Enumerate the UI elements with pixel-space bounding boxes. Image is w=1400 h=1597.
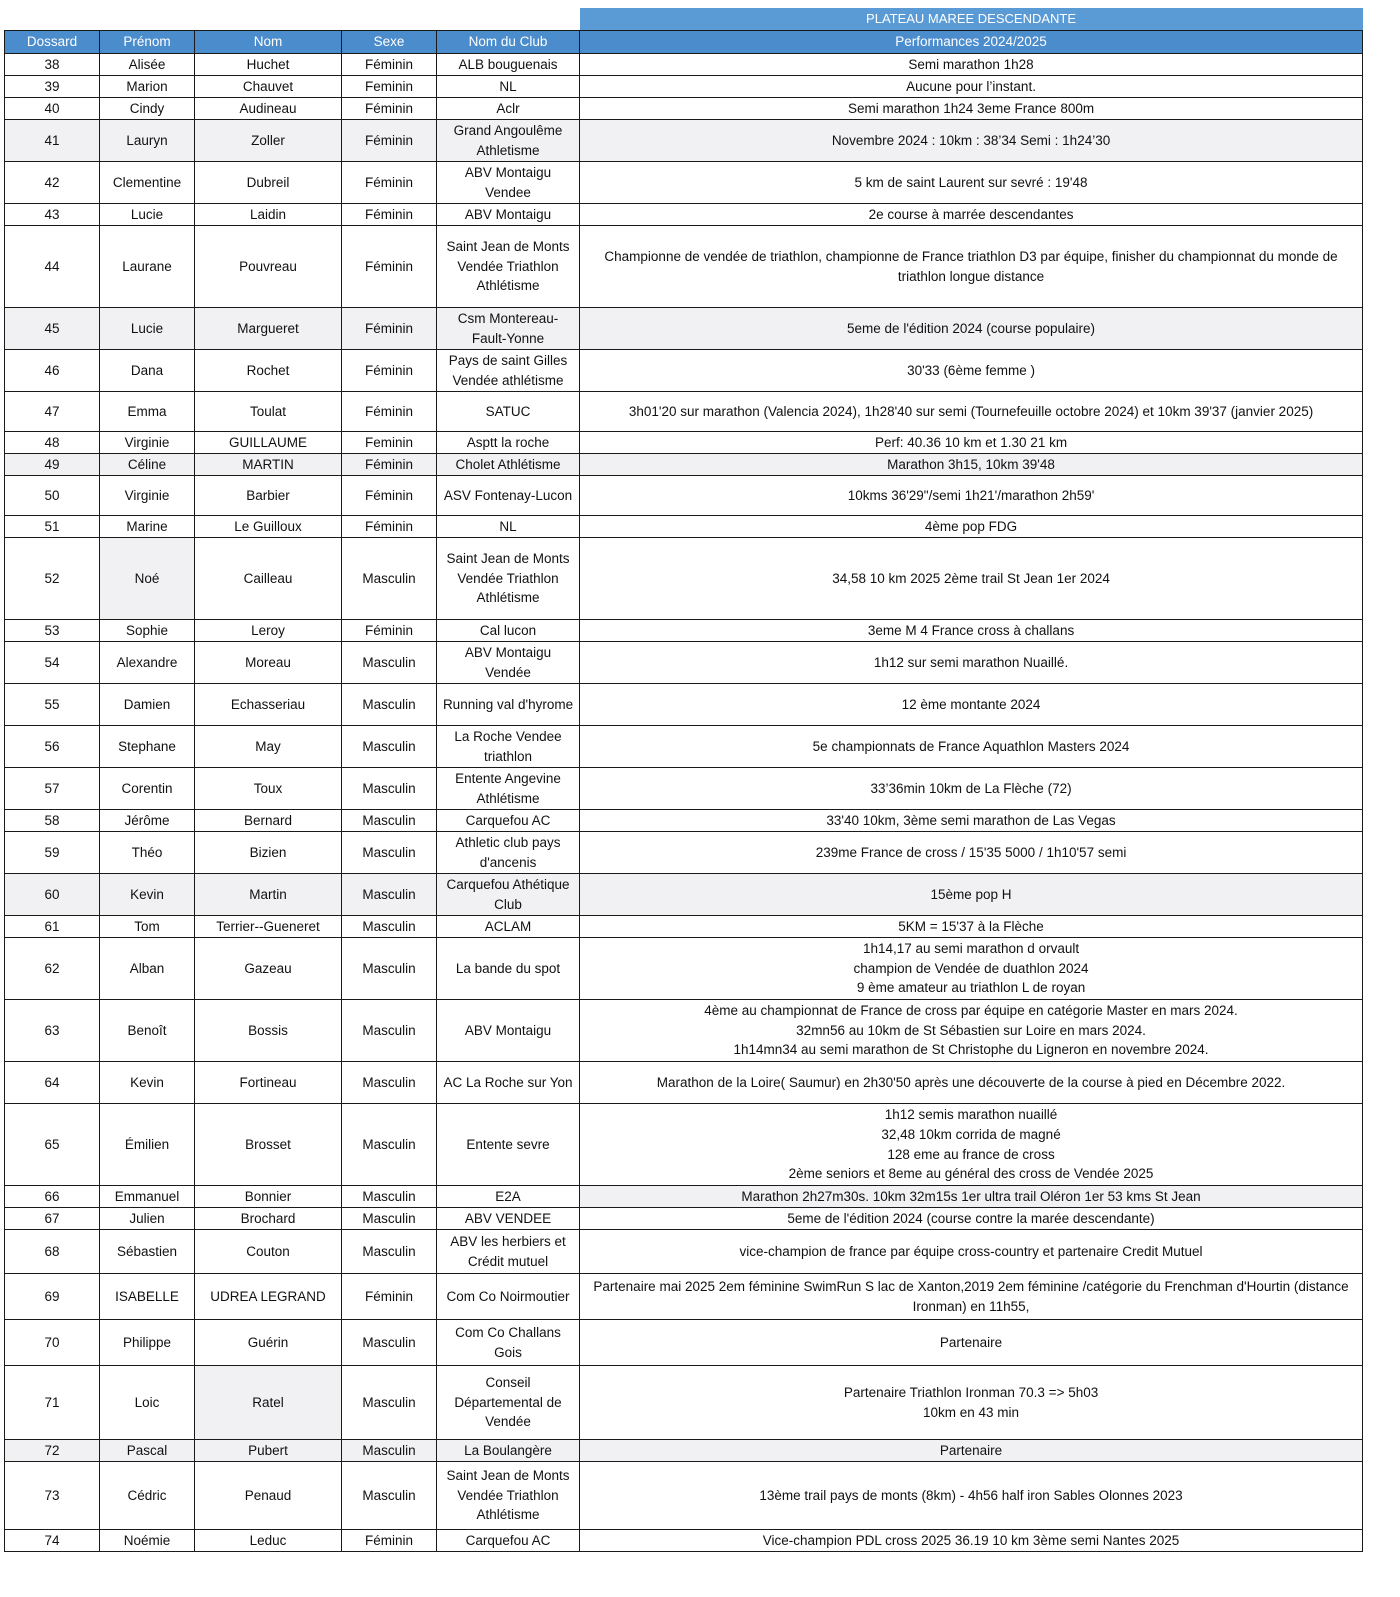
cell-club[interactable]: Csm Montereau-Fault-Yonne	[437, 308, 580, 350]
cell-dossard[interactable]: 48	[5, 432, 100, 454]
cell-nom[interactable]: Laidin	[195, 204, 342, 226]
cell-performance[interactable]: 33’36min 10km de La Flèche (72)	[580, 768, 1363, 810]
cell-dossard[interactable]: 38	[5, 54, 100, 76]
cell-sexe[interactable]: Féminin	[342, 98, 437, 120]
cell-sexe[interactable]: Masculin	[342, 642, 437, 684]
cell-club[interactable]: ALB bouguenais	[437, 54, 580, 76]
table-row	[5, 454, 1363, 476]
cell-dossard[interactable]: 58	[5, 810, 100, 832]
cell-performance[interactable]: Marathon 2h27m30s. 10km 32m15s 1er ultra trail Oléron 1er 53 kms St Jean	[580, 1186, 1363, 1208]
cell-sexe[interactable]: Féminin	[342, 516, 437, 538]
table-row	[5, 1186, 1363, 1208]
cell-sexe[interactable]: Féminin	[342, 350, 437, 392]
table-row	[5, 1104, 1363, 1186]
cell-dossard[interactable]: 45	[5, 308, 100, 350]
cell-prenom[interactable]: Alexandre	[100, 642, 195, 684]
cell-club[interactable]: NL	[437, 516, 580, 538]
cell-club[interactable]: ABV Montaigu Vendée	[437, 642, 580, 684]
table-row	[5, 76, 1363, 98]
cell-prenom[interactable]: Lucie	[100, 204, 195, 226]
cell-performance[interactable]: 10kms 36'29"/semi 1h21'/marathon 2h59'	[580, 476, 1363, 516]
cell-dossard[interactable]: 55	[5, 684, 100, 726]
table-row	[5, 476, 1363, 516]
cell-performance[interactable]: Partenaire Triathlon Ironman 70.3 => 5h03 10km en 43 min	[580, 1366, 1363, 1440]
cell-performance[interactable]: 1h14,17 au semi marathon d orvault champion de Vendée de duathlon 2024 9 ème amateur au triathlon L de royan	[580, 938, 1363, 1000]
cell-sexe[interactable]: Masculin	[342, 916, 437, 938]
cell-nom[interactable]: Margueret	[195, 308, 342, 350]
cell-performance[interactable]: 1h12 semis marathon nuaillé 32,48 10km corrida de magné 128 eme au france de cross 2ème seniors et 8eme au général des cross de Vendée 2025	[580, 1104, 1363, 1186]
cell-club[interactable]: Saint Jean de Monts Vendée Triathlon Athlétisme	[437, 226, 580, 308]
cell-prenom[interactable]: Loic	[100, 1366, 195, 1440]
cell-nom[interactable]: Bossis	[195, 1000, 342, 1062]
cell-dossard[interactable]: 60	[5, 874, 100, 916]
cell-prenom[interactable]: Dana	[100, 350, 195, 392]
table-row	[5, 1440, 1363, 1462]
cell-club[interactable]: La bande du spot	[437, 938, 580, 1000]
cell-nom[interactable]: Moreau	[195, 642, 342, 684]
cell-dossard[interactable]: 69	[5, 1274, 100, 1320]
cell-prenom[interactable]: Virginie	[100, 476, 195, 516]
cell-club[interactable]: Conseil Départemental de Vendée	[437, 1366, 580, 1440]
cell-dossard[interactable]: 39	[5, 76, 100, 98]
cell-club[interactable]: ABV les herbiers et Crédit mutuel	[437, 1230, 580, 1274]
cell-sexe[interactable]: Masculin	[342, 810, 437, 832]
cell-club[interactable]: ABV Montaigu	[437, 204, 580, 226]
header-club[interactable]: Nom du Club	[437, 31, 580, 54]
cell-performance[interactable]: Marathon 3h15, 10km 39'48	[580, 454, 1363, 476]
cell-performance[interactable]: Partenaire	[580, 1440, 1363, 1462]
cell-dossard[interactable]: 42	[5, 162, 100, 204]
cell-dossard[interactable]: 72	[5, 1440, 100, 1462]
table-row	[5, 54, 1363, 76]
cell-sexe[interactable]: Féminin	[342, 120, 437, 162]
cell-sexe[interactable]: Féminin	[342, 226, 437, 308]
cell-sexe[interactable]: Feminin	[342, 432, 437, 454]
cell-dossard[interactable]: 43	[5, 204, 100, 226]
cell-nom[interactable]: Penaud	[195, 1462, 342, 1530]
cell-sexe[interactable]: Masculin	[342, 684, 437, 726]
cell-performance[interactable]: 2e course à marrée descendantes	[580, 204, 1363, 226]
cell-club[interactable]: ACLAM	[437, 916, 580, 938]
cell-prenom[interactable]: Cindy	[100, 98, 195, 120]
cell-prenom[interactable]: Damien	[100, 684, 195, 726]
cell-nom[interactable]: Brochard	[195, 1208, 342, 1230]
cell-sexe[interactable]: Féminin	[342, 1530, 437, 1552]
cell-nom[interactable]: Echasseriau	[195, 684, 342, 726]
table-row	[5, 1000, 1363, 1062]
cell-performance[interactable]: 5eme de l'édition 2024 (course contre la marée descendante)	[580, 1208, 1363, 1230]
cell-nom[interactable]: Couton	[195, 1230, 342, 1274]
table-row	[5, 162, 1363, 204]
cell-nom[interactable]: Leduc	[195, 1530, 342, 1552]
cell-prenom[interactable]: Benoît	[100, 1000, 195, 1062]
cell-performance[interactable]: 3eme M 4 France cross à challans	[580, 620, 1363, 642]
cell-dossard[interactable]: 62	[5, 938, 100, 1000]
cell-dossard[interactable]: 59	[5, 832, 100, 874]
cell-sexe[interactable]: Féminin	[342, 54, 437, 76]
cell-performance[interactable]: 4ème pop FDG	[580, 516, 1363, 538]
cell-sexe[interactable]: Masculin	[342, 1440, 437, 1462]
cell-nom[interactable]: Le Guilloux	[195, 516, 342, 538]
cell-sexe[interactable]: Féminin	[342, 620, 437, 642]
cell-club[interactable]: SATUC	[437, 392, 580, 432]
header-performances[interactable]: Performances 2024/2025	[580, 31, 1363, 54]
cell-sexe[interactable]: Masculin	[342, 1186, 437, 1208]
table-row	[5, 1366, 1363, 1440]
cell-dossard[interactable]: 65	[5, 1104, 100, 1186]
cell-performance[interactable]: 15ème pop H	[580, 874, 1363, 916]
cell-prenom[interactable]: Marine	[100, 516, 195, 538]
table-row	[5, 350, 1363, 392]
cell-club[interactable]: Aclr	[437, 98, 580, 120]
cell-dossard[interactable]: 44	[5, 226, 100, 308]
cell-club[interactable]: ABV Montaigu Vendee	[437, 162, 580, 204]
spreadsheet	[4, 8, 1363, 1552]
cell-sexe[interactable]: Masculin	[342, 768, 437, 810]
cell-nom[interactable]: Fortineau	[195, 1062, 342, 1104]
cell-prenom[interactable]: Alban	[100, 938, 195, 1000]
cell-prenom[interactable]: Emma	[100, 392, 195, 432]
cell-prenom[interactable]: Philippe	[100, 1320, 195, 1366]
cell-nom[interactable]: Audineau	[195, 98, 342, 120]
cell-club[interactable]: AC La Roche sur Yon	[437, 1062, 580, 1104]
table-row	[5, 516, 1363, 538]
table-row	[5, 874, 1363, 916]
table-row	[5, 226, 1363, 308]
cell-performance[interactable]: Semi marathon 1h24 3eme France 800m	[580, 98, 1363, 120]
cell-dossard[interactable]: 52	[5, 538, 100, 620]
cell-sexe[interactable]: Masculin	[342, 1062, 437, 1104]
cell-sexe[interactable]: Masculin	[342, 1104, 437, 1186]
cell-nom[interactable]: Cailleau	[195, 538, 342, 620]
table-body	[5, 54, 1363, 1552]
cell-dossard[interactable]: 56	[5, 726, 100, 768]
table-row	[5, 684, 1363, 726]
cell-performance[interactable]: 5 km de saint Laurent sur sevré : 19'48	[580, 162, 1363, 204]
cell-sexe[interactable]: Féminin	[342, 476, 437, 516]
table-row	[5, 98, 1363, 120]
cell-prenom[interactable]: Emmanuel	[100, 1186, 195, 1208]
header-nom[interactable]: Nom	[195, 31, 342, 54]
cell-prenom[interactable]: Tom	[100, 916, 195, 938]
table-row	[5, 938, 1363, 1000]
title-row	[5, 8, 1363, 31]
table-row	[5, 538, 1363, 620]
cell-club[interactable]: Running val d'hyrome	[437, 684, 580, 726]
cell-nom[interactable]: Pubert	[195, 1440, 342, 1462]
cell-prenom[interactable]: Noé	[100, 538, 195, 620]
cell-sexe[interactable]: Feminin	[342, 76, 437, 98]
cell-club[interactable]: NL	[437, 76, 580, 98]
cell-club[interactable]: Saint Jean de Monts Vendée Triathlon Athlétisme	[437, 1462, 580, 1530]
cell-dossard[interactable]: 51	[5, 516, 100, 538]
cell-club[interactable]: Athletic club pays d'ancenis	[437, 832, 580, 874]
cell-dossard[interactable]: 47	[5, 392, 100, 432]
cell-sexe[interactable]: Féminin	[342, 454, 437, 476]
cell-dossard[interactable]: 54	[5, 642, 100, 684]
cell-prenom[interactable]: Alisée	[100, 54, 195, 76]
cell-prenom[interactable]: Kevin	[100, 1062, 195, 1104]
cell-performance[interactable]: 1h12 sur semi marathon Nuaillé.	[580, 642, 1363, 684]
cell-nom[interactable]: May	[195, 726, 342, 768]
cell-sexe[interactable]: Masculin	[342, 1208, 437, 1230]
cell-performance[interactable]: Partenaire	[580, 1320, 1363, 1366]
cell-nom[interactable]: Gazeau	[195, 938, 342, 1000]
cell-prenom[interactable]: Laurane	[100, 226, 195, 308]
cell-nom[interactable]: Brosset	[195, 1104, 342, 1186]
cell-club[interactable]: ABV VENDEE	[437, 1208, 580, 1230]
cell-dossard[interactable]: 64	[5, 1062, 100, 1104]
cell-club[interactable]: Entente sevre	[437, 1104, 580, 1186]
cell-club[interactable]: La Boulangère	[437, 1440, 580, 1462]
cell-dossard[interactable]: 71	[5, 1366, 100, 1440]
cell-performance[interactable]: 3h01'20 sur marathon (Valencia 2024), 1h28'40 sur semi (Tournefeuille octobre 2024) et 10km 39'37 (janvier 2025)	[580, 392, 1363, 432]
cell-nom[interactable]: Leroy	[195, 620, 342, 642]
cell-prenom[interactable]: Noémie	[100, 1530, 195, 1552]
cell-prenom[interactable]: Pascal	[100, 1440, 195, 1462]
cell-performance[interactable]: 4ème au championnat de France de cross par équipe en catégorie Master en mars 2024. 32mn56 au 10km de St Sébastien sur Loire en mars 2024. 1h14mn34 au semi marathon de St Christophe du Ligneron en novembre 2024.	[580, 1000, 1363, 1062]
cell-prenom[interactable]: Théo	[100, 832, 195, 874]
cell-prenom[interactable]: Sébastien	[100, 1230, 195, 1274]
table-row	[5, 768, 1363, 810]
cell-club[interactable]: Carquefou Athétique Club	[437, 874, 580, 916]
table-row	[5, 916, 1363, 938]
cell-performance[interactable]: 12 ème montante 2024	[580, 684, 1363, 726]
cell-club[interactable]: E2A	[437, 1186, 580, 1208]
table-row	[5, 308, 1363, 350]
cell-sexe[interactable]: Féminin	[342, 392, 437, 432]
cell-prenom[interactable]: Stephane	[100, 726, 195, 768]
cell-sexe[interactable]: Masculin	[342, 538, 437, 620]
table-row	[5, 1462, 1363, 1530]
cell-dossard[interactable]: 67	[5, 1208, 100, 1230]
cell-sexe[interactable]: Féminin	[342, 204, 437, 226]
cell-prenom[interactable]: Virginie	[100, 432, 195, 454]
cell-performance[interactable]: Vice-champion PDL cross 2025 36.19 10 km 3ème semi Nantes 2025	[580, 1530, 1363, 1552]
cell-nom[interactable]: Rochet	[195, 350, 342, 392]
cell-performance[interactable]: Perf: 40.36 10 km et 1.30 21 km	[580, 432, 1363, 454]
table-row	[5, 204, 1363, 226]
cell-club[interactable]: Asptt la roche	[437, 432, 580, 454]
cell-prenom[interactable]: Lucie	[100, 308, 195, 350]
cell-prenom[interactable]: Lauryn	[100, 120, 195, 162]
cell-dossard[interactable]: 73	[5, 1462, 100, 1530]
cell-dossard[interactable]: 40	[5, 98, 100, 120]
cell-sexe[interactable]: Masculin	[342, 874, 437, 916]
cell-performance[interactable]: vice-champion de france par équipe cross-country et partenaire Credit Mutuel	[580, 1230, 1363, 1274]
table-row	[5, 810, 1363, 832]
table-row	[5, 832, 1363, 874]
cell-prenom[interactable]: Marion	[100, 76, 195, 98]
cell-dossard[interactable]: 66	[5, 1186, 100, 1208]
cell-sexe[interactable]: Masculin	[342, 1230, 437, 1274]
cell-sexe[interactable]: Masculin	[342, 1462, 437, 1530]
cell-club[interactable]: Carquefou AC	[437, 1530, 580, 1552]
cell-nom[interactable]: Barbier	[195, 476, 342, 516]
cell-prenom[interactable]: Cédric	[100, 1462, 195, 1530]
cell-sexe[interactable]: Féminin	[342, 1274, 437, 1320]
cell-performance[interactable]: 13ème trail pays de monts (8km) - 4h56 half iron Sables Olonnes 2023	[580, 1462, 1363, 1530]
cell-nom[interactable]: Pouvreau	[195, 226, 342, 308]
cell-sexe[interactable]: Masculin	[342, 1000, 437, 1062]
cell-prenom[interactable]: Émilien	[100, 1104, 195, 1186]
cell-performance[interactable]: Novembre 2024 : 10km : 38’34 Semi : 1h24’30	[580, 120, 1363, 162]
header-row	[5, 31, 1363, 54]
table-row	[5, 392, 1363, 432]
cell-sexe[interactable]: Masculin	[342, 1320, 437, 1366]
cell-performance[interactable]: Partenaire mai 2025 2em féminine SwimRun S lac de Xanton,2019 2em féminine /catégorie du Frenchman d'Hourtin (distance Ironman) en 11h55,	[580, 1274, 1363, 1320]
cell-prenom[interactable]: Corentin	[100, 768, 195, 810]
cell-dossard[interactable]: 74	[5, 1530, 100, 1552]
table-row	[5, 432, 1363, 454]
cell-dossard[interactable]: 49	[5, 454, 100, 476]
cell-dossard[interactable]: 46	[5, 350, 100, 392]
table-row	[5, 1320, 1363, 1366]
header-prenom[interactable]: Prénom	[100, 31, 195, 54]
cell-club[interactable]: ASV Fontenay-Lucon	[437, 476, 580, 516]
cell-sexe[interactable]: Masculin	[342, 938, 437, 1000]
cell-dossard[interactable]: 70	[5, 1320, 100, 1366]
cell-prenom[interactable]: Julien	[100, 1208, 195, 1230]
cell-prenom[interactable]: ISABELLE	[100, 1274, 195, 1320]
cell-sexe[interactable]: Masculin	[342, 726, 437, 768]
cell-dossard[interactable]: 68	[5, 1230, 100, 1274]
cell-performance[interactable]: Aucune pour l’instant.	[580, 76, 1363, 98]
cell-nom[interactable]: Bizien	[195, 832, 342, 874]
cell-performance[interactable]: 239me France de cross / 15'35 5000 / 1h10'57 semi	[580, 832, 1363, 874]
cell-club[interactable]: La Roche Vendee triathlon	[437, 726, 580, 768]
cell-club[interactable]: Cholet Athlétisme	[437, 454, 580, 476]
cell-dossard[interactable]: 53	[5, 620, 100, 642]
participants-table	[4, 8, 1363, 1552]
cell-performance[interactable]: 30'33 (6ème femme )	[580, 350, 1363, 392]
header-sexe[interactable]: Sexe	[342, 31, 437, 54]
cell-nom[interactable]: UDREA LEGRAND	[195, 1274, 342, 1320]
cell-sexe[interactable]: Féminin	[342, 308, 437, 350]
cell-dossard[interactable]: 57	[5, 768, 100, 810]
table-row	[5, 1530, 1363, 1552]
cell-nom[interactable]: Toux	[195, 768, 342, 810]
cell-nom[interactable]: Guérin	[195, 1320, 342, 1366]
cell-nom[interactable]: GUILLAUME	[195, 432, 342, 454]
cell-prenom[interactable]: Jérôme	[100, 810, 195, 832]
cell-club[interactable]: Carquefou AC	[437, 810, 580, 832]
cell-dossard[interactable]: 63	[5, 1000, 100, 1062]
cell-dossard[interactable]: 61	[5, 916, 100, 938]
cell-club[interactable]: ABV Montaigu	[437, 1000, 580, 1062]
cell-performance[interactable]: Semi marathon 1h28	[580, 54, 1363, 76]
cell-prenom[interactable]: Céline	[100, 454, 195, 476]
cell-performance[interactable]: Championne de vendée de triathlon, championne de France triathlon D3 par équipe, finisher du championnat du monde de triathlon longue distance	[580, 226, 1363, 308]
cell-prenom[interactable]: Kevin	[100, 874, 195, 916]
cell-nom[interactable]: Chauvet	[195, 76, 342, 98]
cell-nom[interactable]: Bernard	[195, 810, 342, 832]
cell-prenom[interactable]: Clementine	[100, 162, 195, 204]
cell-performance[interactable]: 5eme de l'édition 2024 (course populaire)	[580, 308, 1363, 350]
cell-nom[interactable]: Terrier--Gueneret	[195, 916, 342, 938]
cell-club[interactable]: Saint Jean de Monts Vendée Triathlon Athlétisme	[437, 538, 580, 620]
cell-sexe[interactable]: Féminin	[342, 162, 437, 204]
header-dossard[interactable]: Dossard	[5, 31, 100, 54]
cell-performance[interactable]: 5KM = 15'37 à la Flèche	[580, 916, 1363, 938]
cell-nom[interactable]: Huchet	[195, 54, 342, 76]
cell-nom[interactable]: Dubreil	[195, 162, 342, 204]
table-row	[5, 1230, 1363, 1274]
cell-club[interactable]: Cal lucon	[437, 620, 580, 642]
table-row	[5, 1274, 1363, 1320]
cell-dossard[interactable]: 50	[5, 476, 100, 516]
table-row	[5, 120, 1363, 162]
cell-club[interactable]: Grand Angoulême Athletisme	[437, 120, 580, 162]
table-row	[5, 620, 1363, 642]
cell-club[interactable]: Com Co Challans Gois	[437, 1320, 580, 1366]
cell-sexe[interactable]: Masculin	[342, 1366, 437, 1440]
cell-club[interactable]: Com Co Noirmoutier	[437, 1274, 580, 1320]
cell-nom[interactable]: MARTIN	[195, 454, 342, 476]
cell-performance[interactable]: 5e championnats de France Aquathlon Masters 2024	[580, 726, 1363, 768]
cell-nom[interactable]: Martin	[195, 874, 342, 916]
cell-prenom[interactable]: Sophie	[100, 620, 195, 642]
cell-nom[interactable]: Ratel	[195, 1366, 342, 1440]
cell-club[interactable]: Pays de saint Gilles Vendée athlétisme	[437, 350, 580, 392]
cell-performance[interactable]: 34,58 10 km 2025 2ème trail St Jean 1er 2024	[580, 538, 1363, 620]
table-row	[5, 1062, 1363, 1104]
cell-performance[interactable]: 33'40 10km, 3ème semi marathon de Las Vegas	[580, 810, 1363, 832]
cell-performance[interactable]: Marathon de la Loire( Saumur) en 2h30'50 après une découverte de la course à pied en Décembre 2022.	[580, 1062, 1363, 1104]
cell-nom[interactable]: Toulat	[195, 392, 342, 432]
table-row	[5, 642, 1363, 684]
plateau-title: PLATEAU MAREE DESCENDANTE	[580, 8, 1363, 31]
table-row	[5, 1208, 1363, 1230]
cell-nom[interactable]: Bonnier	[195, 1186, 342, 1208]
cell-dossard[interactable]: 41	[5, 120, 100, 162]
cell-club[interactable]: Entente Angevine Athlétisme	[437, 768, 580, 810]
cell-nom[interactable]: Zoller	[195, 120, 342, 162]
table-row	[5, 726, 1363, 768]
cell-sexe[interactable]: Masculin	[342, 832, 437, 874]
